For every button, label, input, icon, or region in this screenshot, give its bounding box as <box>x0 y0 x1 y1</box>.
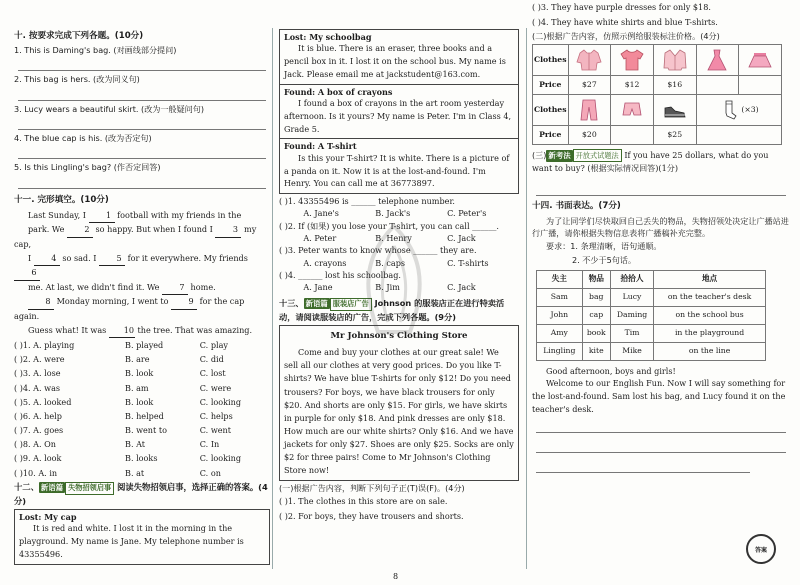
cloze-blank[interactable]: 4 <box>34 252 60 267</box>
store-text: Come and buy your clothes at our great sale! We sell all our clothes at very good prices. Do you like T-shirts? We have blue T-shirts for only $12! Do you need trousers? For boys, we have black trousers for only $20. And shorts are only $15. For girls, we have skirts in purple for only $18. And pink dresses are only $18. How much are our white shirts? Only $16. And we have jackets for only $27. Shoes are only $25. Socks are only $2 for three pairs! Come to Mr Johnson's Clothing Store now! <box>284 347 514 476</box>
page-number: 8 <box>393 572 399 581</box>
shorts-icon <box>611 95 654 126</box>
option-choice: ( )4. A. was <box>14 382 61 393</box>
option-choice[interactable]: C. did <box>199 354 224 365</box>
cloze-text: home. <box>187 281 216 292</box>
option-indent <box>279 280 303 294</box>
table-header: 物品 <box>582 270 610 288</box>
notice-text: I found a box of crayons in the art room yesterday afternoon. Is it yours? My name is Peter. I'm in Class 4, Grade 5. <box>284 98 512 134</box>
table-header-row <box>537 270 766 288</box>
open-question-num: (三) <box>532 150 547 161</box>
socks-icon <box>696 95 781 126</box>
notice-title: Found: A box of crayons <box>284 86 393 97</box>
table-cell: on the teacher's desk <box>654 288 766 306</box>
writing-line[interactable] <box>536 416 786 433</box>
option-row <box>279 206 519 220</box>
reading-question: ( )4. ______ lost his schoolbag. <box>279 269 401 280</box>
lost-found-tag: 失物招领启事 <box>65 482 114 495</box>
table-row <box>537 324 766 342</box>
price-tshirt: $12 <box>611 76 654 95</box>
option-choice[interactable]: B. look <box>125 368 154 379</box>
option-row <box>14 395 270 409</box>
price-shoes: $25 <box>653 126 696 145</box>
option-choice: ( )1. A. playing <box>14 340 75 351</box>
cloze-blank[interactable]: 9 <box>171 295 197 310</box>
table-row <box>537 288 766 306</box>
section-10-title: 十. 按要求完成下列各题。(10分) <box>14 31 144 41</box>
writing-line[interactable] <box>536 456 750 473</box>
cloze-blank[interactable]: 6 <box>14 266 40 281</box>
trousers-icon <box>568 95 611 126</box>
price-dress <box>696 76 739 95</box>
table-cell: Lucy <box>610 288 653 306</box>
column-left <box>14 0 270 571</box>
option-indent <box>279 256 303 270</box>
option-choice: ( )8. A. On <box>14 439 57 450</box>
tshirt-icon <box>611 45 654 76</box>
option-choice[interactable]: B. Jack's <box>375 208 411 219</box>
rewrite-question: 4. The blue cap is his. (改为否定句) <box>14 133 152 144</box>
table-cell: book <box>582 324 610 342</box>
option-choice[interactable]: C. on <box>199 467 221 478</box>
rewrite-question: 1. This is Daming's bag. (对画线部分提问) <box>14 45 177 55</box>
cloze-blank[interactable]: 3 <box>215 223 241 238</box>
option-choice: ( )3. A. lose <box>14 368 61 379</box>
answer-line[interactable] <box>18 85 266 101</box>
option-choice[interactable]: C. were <box>199 382 232 393</box>
cloze-text: so sad. I <box>59 252 100 263</box>
requirement-1: 要求：1. 条理清晰，语句通顺。 <box>546 240 662 251</box>
option-row <box>14 338 270 352</box>
row-label-clothes: Clothes <box>533 45 569 76</box>
cloze-blank[interactable]: 10 <box>109 324 135 339</box>
shoes-icon <box>653 95 696 126</box>
cloze-text: Last Sunday, I <box>28 209 89 220</box>
cloze-text: park. We <box>28 224 67 235</box>
section-12-num: 十二、 <box>14 481 39 492</box>
new-passage-tag-2: 新语篇 <box>305 299 328 309</box>
option-choice[interactable]: C. Peter's <box>447 208 487 219</box>
column-divider <box>272 28 273 569</box>
notice-lost-cap <box>14 509 270 565</box>
price-trousers: $20 <box>568 126 611 145</box>
answer-line[interactable] <box>536 179 786 196</box>
option-choice[interactable]: B. played <box>125 340 164 351</box>
open-question-text: If you have 25 dollars, what do you want to buy? (根据实际情况回答)(1分) <box>532 150 769 174</box>
price-instructions: (二)根据广告内容，仿照示例给服装标注价格。(4分) <box>532 30 720 41</box>
option-row <box>14 451 270 465</box>
option-choice[interactable]: B. At <box>125 439 146 450</box>
option-choice[interactable]: C. helps <box>199 410 233 421</box>
cloze-line <box>14 252 270 281</box>
section-11-title: 十一. 完形填空。(10分) <box>14 194 109 205</box>
table-row <box>537 342 766 360</box>
column-right <box>532 0 790 571</box>
store-ad-tag: 服装店广告 <box>330 298 372 311</box>
table-header: 地点 <box>654 270 766 288</box>
cloze-blank[interactable]: 2 <box>67 223 93 238</box>
new-passage-tag: 新语篇 <box>40 482 64 492</box>
reading-question: ( )2. If (如果) you lose your T-shirt, you can call ______. <box>279 220 499 231</box>
cloze-text: football with my friends in the <box>114 209 242 220</box>
notice-list <box>279 29 519 194</box>
option-indent <box>279 231 303 245</box>
cloze-blank[interactable]: 1 <box>89 209 115 224</box>
cloze-line <box>14 281 270 296</box>
option-choice[interactable]: C. Jack <box>447 232 476 243</box>
tf-questions <box>279 494 519 525</box>
price-shirt: $16 <box>653 76 696 95</box>
option-row <box>14 409 270 423</box>
reading-question: ( )1. 43355496 is ______ telephone number. <box>279 196 456 207</box>
skirt-icon <box>739 45 782 76</box>
tf-question: ( )4. They have white shirts and blue T-shirts. <box>532 17 718 28</box>
cloze-text: for the cap again. <box>14 296 245 321</box>
option-choice[interactable]: B. caps <box>375 257 406 268</box>
cloze-text: I <box>28 252 34 263</box>
rewrite-question: 5. Is this Lingling's bag? (作否定回答) <box>14 162 161 173</box>
section-13-instructions: Johnson 的服装店正在进行特卖活动，请阅读服装店的广告，完成下列各题。(9分) <box>279 298 505 322</box>
cloze-text: Guess what! It was <box>28 324 109 335</box>
cloze-passage <box>14 209 270 338</box>
table-cell: Amy <box>537 324 583 342</box>
option-choice: ( )2. A. were <box>14 354 65 365</box>
rewrite-question: 2. This bag is hers. (改为同义句) <box>14 74 140 85</box>
option-choice: ( )7. A. goes <box>14 425 64 436</box>
table-cell: Sam <box>537 288 583 306</box>
option-choice[interactable]: B. went to <box>125 425 167 436</box>
answer-line[interactable] <box>18 143 266 159</box>
price-shorts <box>611 126 654 145</box>
notice-title: Lost: My cap <box>19 511 77 522</box>
lost-found-table <box>536 270 766 361</box>
option-row <box>14 352 270 366</box>
answer-line[interactable] <box>18 114 266 130</box>
section-12-title <box>14 481 270 507</box>
option-row <box>14 366 270 380</box>
cloze-text: for it everywhere. My friends <box>125 252 248 263</box>
option-choice: ( )10. A. in <box>14 467 58 478</box>
option-choice[interactable]: B. Jim <box>375 282 400 293</box>
table-cell: Daming <box>610 306 653 324</box>
jacket-icon <box>568 45 611 76</box>
table-cell: in the playground <box>654 324 766 342</box>
cloze-line <box>14 223 270 251</box>
column-divider-2 <box>526 28 527 569</box>
option-choice: ( )6. A. help <box>14 410 62 421</box>
price-socks <box>696 126 781 145</box>
option-indent <box>279 206 303 220</box>
table-cell: kite <box>582 342 610 360</box>
writing-paragraph: Good afternoon, boys and girls! <box>546 365 676 376</box>
price-jacket: $27 <box>568 76 611 95</box>
table-cell: cap <box>582 306 610 324</box>
option-choice[interactable]: C. Jack <box>447 282 476 293</box>
price-table <box>532 44 782 145</box>
row-label-clothes-2: Clothes <box>533 95 569 126</box>
option-choice[interactable]: C. In <box>199 439 220 450</box>
price-skirt <box>739 76 782 95</box>
option-choice[interactable]: A. crayons <box>303 257 347 268</box>
section-12-instructions: 阅读失物招领启事，选择正确的答案。(4分) <box>14 481 268 506</box>
store-title: Mr Johnson's Clothing Store <box>330 331 468 342</box>
cloze-options <box>14 338 270 480</box>
requirement-2: 2. 不少于5句话。 <box>572 254 637 265</box>
section-10-items <box>14 45 270 189</box>
option-choice[interactable]: A. Jane <box>303 282 333 293</box>
cloze-text: the tree. That was amazing. <box>134 324 253 335</box>
cloze-text: me. At last, we didn't find it. We <box>28 281 162 292</box>
option-choice[interactable]: C. looking <box>199 396 242 407</box>
option-choice[interactable]: B. look <box>125 396 154 407</box>
option-row <box>14 466 270 480</box>
row-label-price: Price <box>533 76 569 95</box>
notice-card <box>279 139 519 194</box>
tf-questions-continued <box>532 0 790 31</box>
table-cell: John <box>537 306 583 324</box>
table-cell: on the line <box>654 342 766 360</box>
row-label-price-2: Price <box>533 126 569 145</box>
answer-line[interactable] <box>18 55 266 71</box>
table-cell: on the school bus <box>654 306 766 324</box>
option-choice[interactable]: B. helped <box>125 410 164 421</box>
store-advert <box>279 325 519 481</box>
cloze-text: Monday morning, I went to <box>54 296 172 307</box>
socks-mark: (×3) <box>741 105 759 115</box>
cloze-line <box>14 295 270 323</box>
option-choice[interactable]: C. play <box>199 340 228 351</box>
notice-text: Is this your T-shirt? It is white. There is a picture of a panda on it. Now it is at the lost-and-found. I'm Henry. You can call me at 36773897. <box>284 152 510 189</box>
option-choice[interactable]: C. T-shirts <box>447 257 489 268</box>
notice-card <box>279 85 519 140</box>
answer-stamp: 答案 <box>746 534 776 564</box>
table-header: 失主 <box>537 270 583 288</box>
cloze-blank[interactable]: 5 <box>99 252 125 267</box>
option-choice[interactable]: B. am <box>125 382 149 393</box>
option-choice[interactable]: A. Peter <box>303 232 337 243</box>
writing-passage <box>532 365 790 417</box>
section-13-num: 十三、 <box>279 298 304 309</box>
table-cell: bag <box>582 288 610 306</box>
watermark-logo <box>348 222 440 342</box>
option-choice[interactable]: B. are <box>125 354 150 365</box>
option-row <box>14 423 270 437</box>
table-header: 拾拾人 <box>610 270 653 288</box>
option-row <box>14 381 270 395</box>
answer-line[interactable] <box>18 173 266 189</box>
cloze-text: my cap, <box>14 224 257 249</box>
cloze-text: so happy. But when I found I <box>92 224 216 235</box>
tf-question: ( )2. For boys, they have trousers and shorts. <box>279 511 464 522</box>
open-question <box>532 149 790 175</box>
tf-question: ( )1. The clothes in this store are on sale. <box>279 495 448 506</box>
table-cell: Lingling <box>537 342 583 360</box>
tf-instructions: (一)根据广告内容，判断下列句子正(T)误(F)。(4分) <box>279 483 465 494</box>
table-cell: Tim <box>610 324 653 342</box>
option-choice: ( )9. A. look <box>14 453 62 464</box>
option-choice[interactable]: A. Jane's <box>303 208 339 219</box>
rewrite-question: 3. Lucy wears a beautiful skirt. (改为一般疑问句) <box>14 103 205 114</box>
cloze-blank[interactable]: 7 <box>162 281 188 296</box>
table-row <box>537 306 766 324</box>
tf-question: ( )3. They have purple dresses for only $18. <box>532 2 711 12</box>
shirt-icon <box>653 45 696 76</box>
dress-icon <box>696 45 739 76</box>
notice-text: It is red and white. I lost it in the morning in the playground. My name is Jane. My telephone number is 43355496. <box>19 523 244 559</box>
option-choice: ( )5. A. looked <box>14 396 72 407</box>
option-choice[interactable]: B. looks <box>125 453 158 464</box>
writing-paragraph: Welcome to our English Fun. Now I will say something for the lost-and-found. Sam lost his bag, and Lucy found it on the teacher's desk. <box>532 378 786 415</box>
cloze-line <box>14 209 270 224</box>
writing-line[interactable] <box>536 436 786 453</box>
table-cell: Mike <box>610 342 653 360</box>
notice-text: It is blue. There is an eraser, three books and a pencil box in it. I lost it on the school bus. My name is Jack. Please email me at jackstudent@163.com. <box>284 43 506 79</box>
reading-question: ( )3. Peter wants to know whose ______ they are. <box>279 245 477 256</box>
option-choice[interactable]: B. at <box>125 467 145 478</box>
notice-title: Found: A T-shirt <box>284 141 357 152</box>
notice-card <box>279 29 519 85</box>
option-row <box>14 437 270 451</box>
cloze-line <box>14 324 270 339</box>
section-14-text: 为了让同学们尽快取回自己丢失的物品，失物招领处决定让广播站进行广播，请你根据失物信息表将广播稿补充完整。 <box>532 215 789 239</box>
option-choice[interactable]: C. looking <box>199 453 242 464</box>
open-question-tag: 开放式试题法 <box>573 149 622 162</box>
new-method-tag: 新考法 <box>548 151 571 161</box>
option-choice[interactable]: C. went <box>199 425 231 436</box>
option-choice[interactable]: B. Henry <box>375 232 412 243</box>
section-14-title: 十四. 书面表达。(7分) <box>532 200 621 211</box>
option-choice[interactable]: C. lost <box>199 368 226 379</box>
cloze-blank[interactable]: 8 <box>28 295 54 310</box>
notice-title: Lost: My schoolbag <box>284 32 372 42</box>
